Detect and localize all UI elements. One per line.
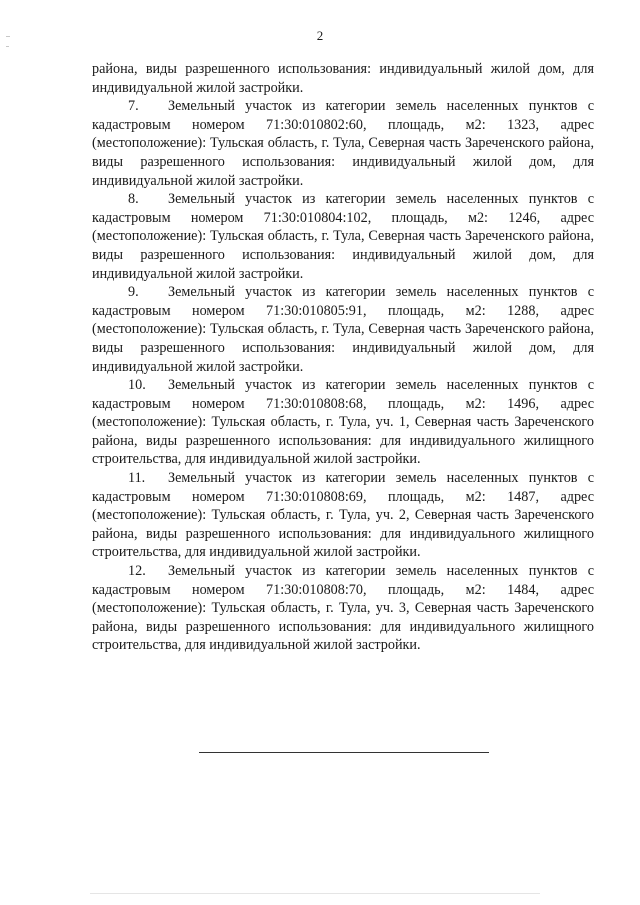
- item-text: Земельный участок из категории земель населенных пунктов с кадастровым номером 71:30:010808:68, площадь, м2: 1496, адрес (местоположение): Тульская область, г. Тула, уч. 1, Северная часть Зареченского района, виды разрешенного использования: для индивидуального жилищного строительства, для индивидуальной жилой застройки.: [92, 377, 594, 468]
- item-text: Земельный участок из категории земель населенных пунктов с кадастровым номером 71:30:010805:91, площадь, м2: 1288, адрес (местоположение): Тульская область, г. Тула, Северная часть Зареченского района, виды разрешенного использования: индивидуальный жилой дом, для индивидуальной жилой застройки.: [92, 284, 594, 375]
- list-item: [92, 562, 594, 655]
- list-item: [92, 283, 594, 376]
- list-item: [92, 469, 594, 562]
- closing-divider: [199, 752, 489, 753]
- document-body: [92, 60, 594, 655]
- item-text: Земельный участок из категории земель населенных пунктов с кадастровым номером 71:30:010808:70, площадь, м2: 1484, адрес (местоположение): Тульская область, г. Тула, уч. 3, Северная часть Зареченского района, виды разрешенного использования: для индивидуального жилищного строительства, для индивидуальной жилой застройки.: [92, 563, 594, 654]
- item-number: 7.: [128, 98, 139, 115]
- item-text: Земельный участок из категории земель населенных пунктов с кадастровым номером 71:30:010802:60, площадь, м2: 1323, адрес (местоположение): Тульская область, г. Тула, Северная часть Зареченского района, виды разрешенного использования: индивидуальный жилой дом, для индивидуальной жилой застройки.: [92, 98, 594, 189]
- page-number: 2: [316, 28, 324, 43]
- scan-edge-line: [90, 893, 540, 894]
- list-item: [92, 376, 594, 469]
- scan-speck: [6, 46, 9, 47]
- item-number: 8.: [128, 191, 139, 208]
- item-number: 9.: [128, 284, 139, 301]
- item-number: 10.: [128, 377, 146, 394]
- list-item: [92, 190, 594, 283]
- item-number: 11.: [128, 470, 146, 487]
- item-text: Земельный участок из категории земель населенных пунктов с кадастровым номером 71:30:010808:69, площадь, м2: 1487, адрес (местоположение): Тульская область, г. Тула, уч. 2, Северная часть Зареченского района, виды разрешенного использования: для индивидуального жилищного строительства, для индивидуальной жилой застройки.: [92, 470, 594, 561]
- scan-speck: [6, 36, 10, 37]
- item-text: Земельный участок из категории земель населенных пунктов с кадастровым номером 71:30:010804:102, площадь, м2: 1246, адрес (местоположение): Тульская область, г. Тула, Северная часть Зареченского района, виды разрешенного использования: индивидуальный жилой дом, для индивидуальной жилой застройки.: [92, 191, 594, 282]
- item-number: 12.: [128, 563, 146, 580]
- list-item: [92, 97, 594, 190]
- intro-paragraph: района, виды разрешенного использования: индивидуальный жилой дом, для индивидуальной жилой застройки.: [92, 61, 594, 96]
